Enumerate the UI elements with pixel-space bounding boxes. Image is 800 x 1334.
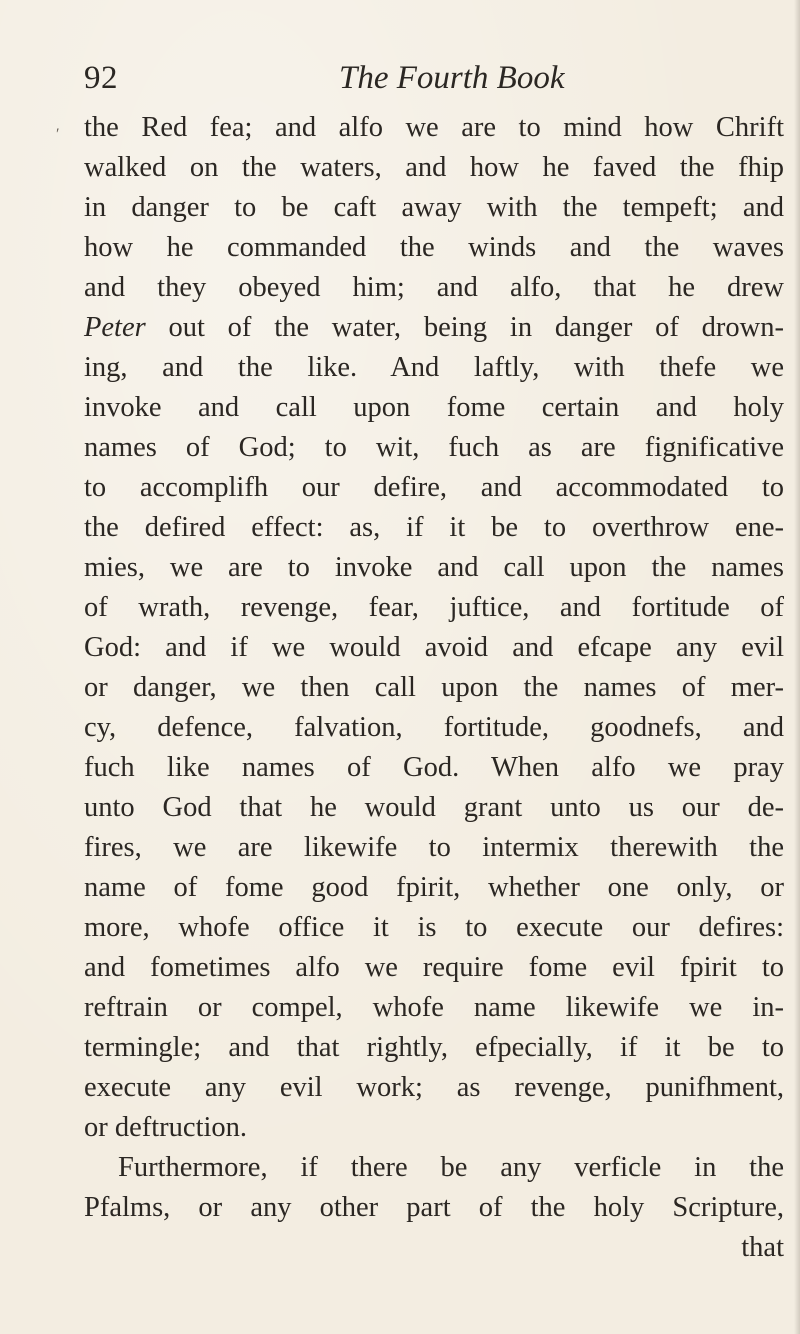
text-line: execute any evil work; as revenge, punifhment, — [84, 1072, 784, 1103]
text-line: to accomplifh our defire, and accommodated to — [84, 472, 784, 503]
text-line: or danger, we then call upon the names of mer- — [84, 672, 784, 703]
text-line — [84, 308, 784, 348]
text-line: fuch like names of God. When alfo we pray — [84, 752, 784, 783]
text-line: and they obeyed him; and alfo, that he drew — [84, 272, 784, 303]
text-line: invoke and call upon fome certain and holy — [84, 392, 784, 423]
text-line: name of fome good fpirit, whether one only, or — [84, 872, 784, 903]
text-line: unto God that he would grant unto us our de- — [84, 792, 784, 823]
text-line: names of God; to wit, fuch as are fignificative — [84, 432, 784, 463]
catchword: that — [741, 1232, 784, 1263]
text-line: cy, defence, falvation, fortitude, goodnefs, and — [84, 712, 784, 743]
text-line: and fometimes alfo we require fome evil fpirit to — [84, 952, 784, 983]
text-line: fires, we are likewife to intermix therewith the — [84, 832, 784, 863]
text-line: or deftruction. — [84, 1112, 248, 1143]
text-line: walked on the waters, and how he faved the fhip — [84, 152, 784, 183]
text-line: of wrath, revenge, fear, juftice, and fortitude of — [84, 592, 784, 623]
page-header — [84, 58, 784, 98]
text-line-paragraph-start: Furthermore, if there be any verficle in the — [118, 1152, 784, 1183]
text-line: mies, we are to invoke and call upon the names — [84, 552, 784, 583]
text-line: God: and if we would avoid and efcape any evil — [84, 632, 784, 663]
text-line: in danger to be caft away with the tempeft; and — [84, 192, 784, 223]
running-title: The Fourth Book — [339, 60, 565, 96]
text-line: termingle; and that rightly, efpecially, if it be to — [84, 1032, 784, 1063]
text-line: the defired effect: as, if it be to overthrow ene- — [84, 512, 784, 543]
text-line: the Red fea; and alfo we are to mind how Chrift — [84, 112, 784, 143]
text-line: Pfalms, or any other part of the holy Scripture, — [84, 1192, 784, 1223]
page-edge-shadow — [794, 0, 800, 1334]
italic-name-peter: Peter — [84, 312, 146, 343]
text-line: more, whofe office it is to execute our defires: — [84, 912, 784, 943]
margin-mark: ′ — [56, 126, 60, 143]
text-line: reftrain or compel, whofe name likewife we in- — [84, 992, 784, 1023]
text-line: how he commanded the winds and the waves — [84, 232, 784, 263]
text-line-rest: out of the water, being in danger of drown- — [145, 312, 784, 343]
text-line: ing, and the like. And laftly, with thefe we — [84, 352, 784, 383]
page-number: 92 — [84, 60, 118, 96]
